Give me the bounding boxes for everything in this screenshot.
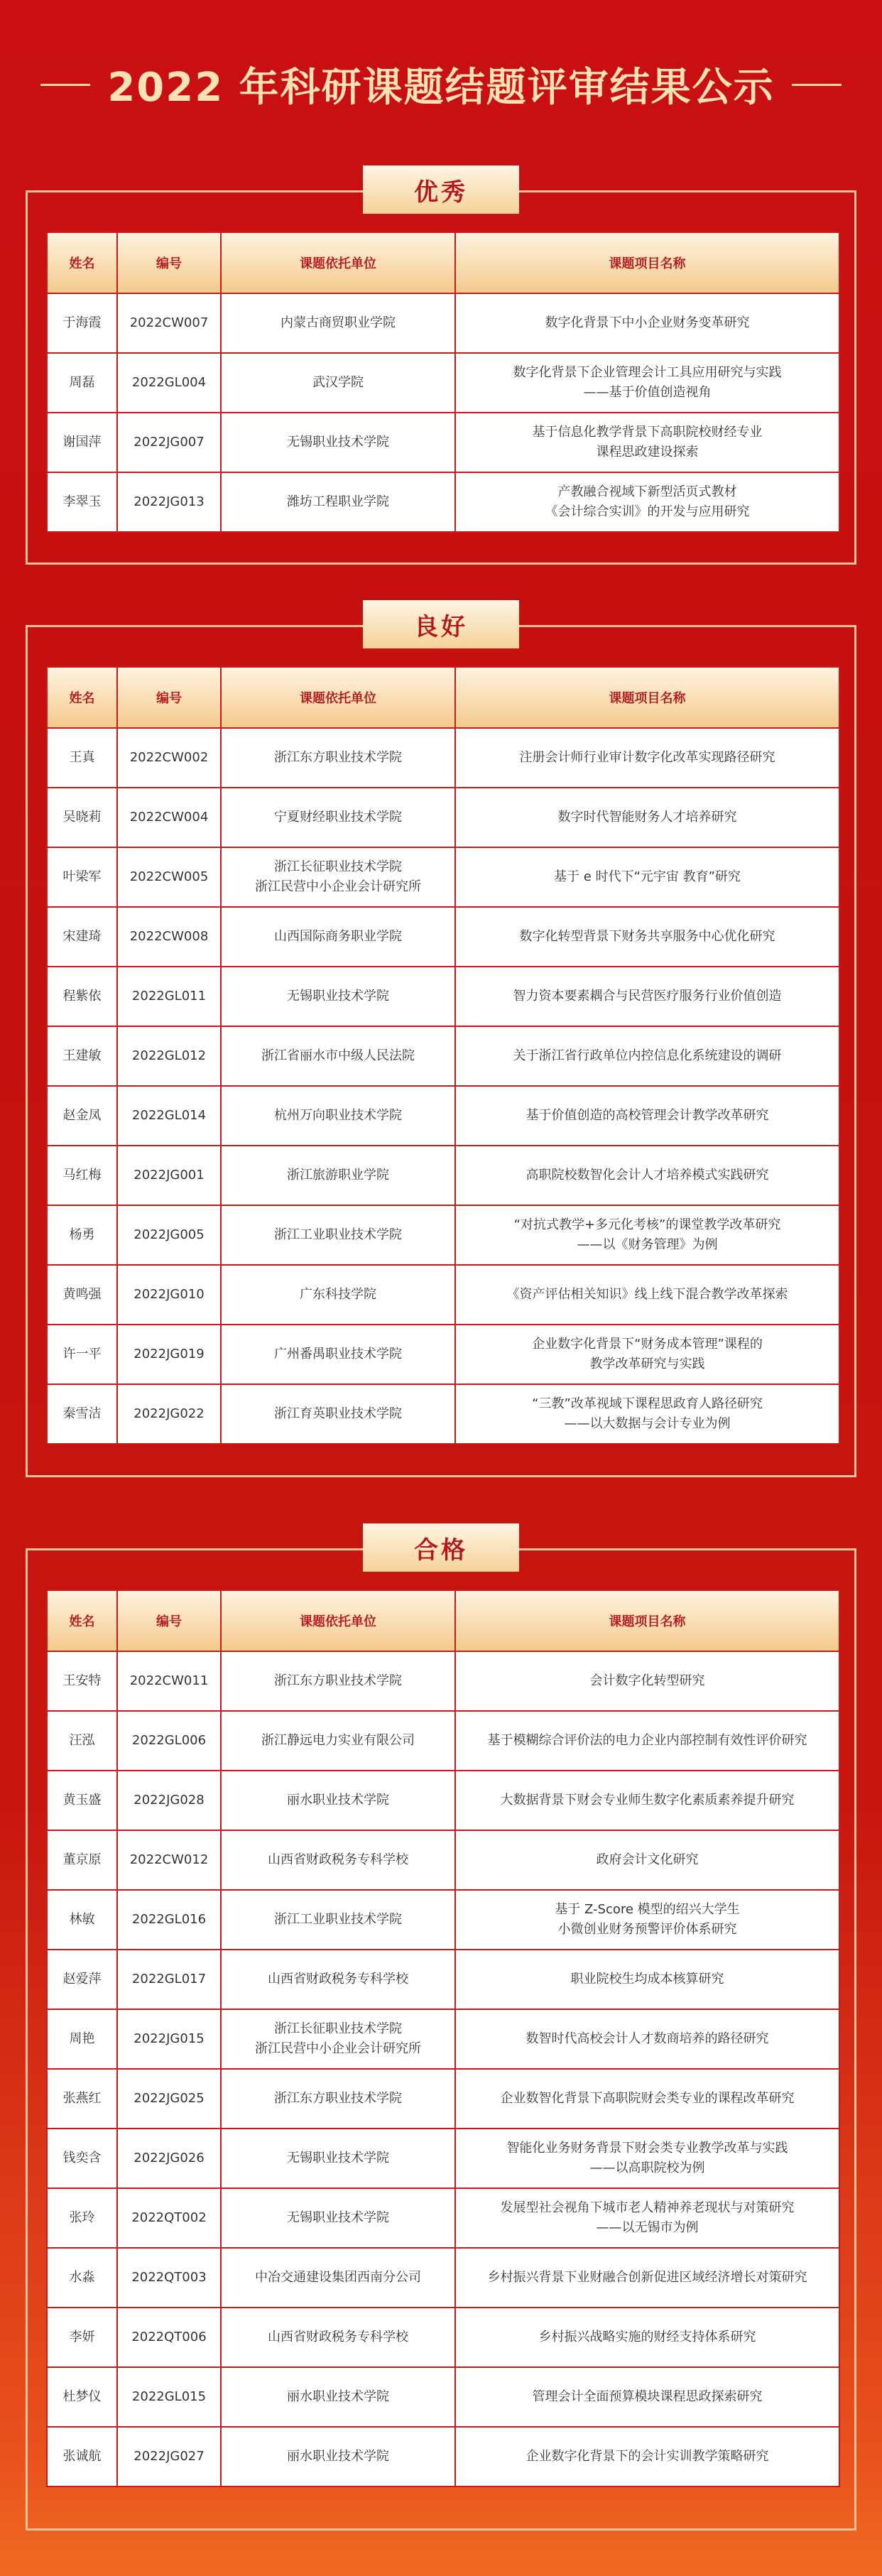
cell-project: 注册会计师行业审计数字化改革实现路径研究 <box>455 728 839 788</box>
cell-unit: 武汉学院 <box>221 353 455 413</box>
section-good <box>26 612 856 1477</box>
cell-code: 2022GL011 <box>117 967 221 1026</box>
cell-name: 于海霞 <box>47 293 117 353</box>
table-row <box>47 728 839 788</box>
cell-project: 《资产评估相关知识》线上线下混合教学改革探索 <box>455 1265 839 1325</box>
cell-name: 王安特 <box>47 1651 117 1711</box>
cell-name: 许一平 <box>47 1325 117 1384</box>
cell-unit: 浙江省丽水市中级人民法院 <box>221 1026 455 1086</box>
cell-name: 林敏 <box>47 1890 117 1950</box>
table-row <box>47 1771 839 1830</box>
cell-project: 企业数智化背景下高职院财会类专业的课程改革研究 <box>455 2069 839 2129</box>
table-row <box>47 1146 839 1205</box>
cell-project: 基于 Z-Score 模型的绍兴大学生 小微创业财务预警评价体系研究 <box>455 1890 839 1950</box>
header-unit: 课题依托单位 <box>221 1590 455 1651</box>
cell-unit: 杭州万向职业技术学院 <box>221 1086 455 1146</box>
cell-name: 谢国萍 <box>47 413 117 472</box>
table-row <box>47 293 839 353</box>
cell-unit: 潍坊工程职业学院 <box>221 472 455 532</box>
cell-project: 基于模糊综合评价法的电力企业内部控制有效性评价研究 <box>455 1711 839 1771</box>
cell-unit: 浙江东方职业技术学院 <box>221 728 455 788</box>
cell-unit: 山西省财政税务专科学校 <box>221 1830 455 1890</box>
table-row <box>47 1890 839 1950</box>
results-table <box>46 666 840 1445</box>
header-project: 课题项目名称 <box>455 667 839 728</box>
cell-code: 2022GL006 <box>117 1711 221 1771</box>
cell-project: 智力资本要素耦合与民营医疗服务行业价值创造 <box>455 967 839 1026</box>
header-project: 课题项目名称 <box>455 1590 839 1651</box>
cell-unit: 山西省财政税务专科学校 <box>221 2308 455 2367</box>
cell-name: 董京原 <box>47 1830 117 1890</box>
page-title: 2022 年科研课题结题评审结果公示 <box>107 65 775 111</box>
table-row <box>47 1325 839 1384</box>
cell-code: 2022GL016 <box>117 1890 221 1950</box>
cell-unit: 浙江东方职业技术学院 <box>221 1651 455 1711</box>
table-row <box>47 2009 839 2069</box>
cell-name: 周磊 <box>47 353 117 413</box>
cell-code: 2022JG027 <box>117 2427 221 2487</box>
cell-project: 数字时代智能财务人才培养研究 <box>455 788 839 847</box>
cell-unit: 内蒙古商贸职业学院 <box>221 293 455 353</box>
cell-project: 智能化业务财务背景下财会类专业教学改革与实践 ——以高职院校为例 <box>455 2129 839 2188</box>
header-unit: 课题依托单位 <box>221 232 455 293</box>
cell-name: 张玲 <box>47 2188 117 2248</box>
cell-name: 赵爱萍 <box>47 1950 117 2009</box>
cell-code: 2022CW005 <box>117 847 221 907</box>
section-pass <box>26 1536 856 2531</box>
cell-code: 2022GL012 <box>117 1026 221 1086</box>
cell-unit: 中冶交通建设集团西南分公司 <box>221 2248 455 2308</box>
cell-name: 李妍 <box>47 2308 117 2367</box>
table-row <box>47 413 839 472</box>
cell-name: 黄玉盛 <box>47 1771 117 1830</box>
cell-project: 乡村振兴战略实施的财经支持体系研究 <box>455 2308 839 2367</box>
cell-name: 杜梦仪 <box>47 2367 117 2427</box>
cell-name: 程紫依 <box>47 967 117 1026</box>
cell-unit: 山西国际商务职业学院 <box>221 907 455 967</box>
header-name: 姓名 <box>47 667 117 728</box>
cell-project: 会计数字化转型研究 <box>455 1651 839 1711</box>
cell-name: 秦雪洁 <box>47 1384 117 1444</box>
section-label: 良好 <box>363 600 519 648</box>
cell-name: 张诚航 <box>47 2427 117 2487</box>
cell-code: 2022JG001 <box>117 1146 221 1205</box>
cell-unit: 宁夏财经职业技术学院 <box>221 788 455 847</box>
cell-code: 2022GL014 <box>117 1086 221 1146</box>
cell-code: 2022JG015 <box>117 2009 221 2069</box>
table-row <box>47 967 839 1026</box>
cell-project: 企业数字化背景下“财务成本管理”课程的 教学改革研究与实践 <box>455 1325 839 1384</box>
cell-project: “对抗式教学+多元化考核”的课堂教学改革研究 ——以《财务管理》为例 <box>455 1205 839 1265</box>
cell-code: 2022GL004 <box>117 353 221 413</box>
cell-name: 钱奕含 <box>47 2129 117 2188</box>
cell-name: 叶梁军 <box>47 847 117 907</box>
table-row <box>47 1205 839 1265</box>
table-row <box>47 2069 839 2129</box>
table-row <box>47 847 839 907</box>
cell-project: 关于浙江省行政单位内控信息化系统建设的调研 <box>455 1026 839 1086</box>
cell-unit: 丽水职业技术学院 <box>221 1771 455 1830</box>
table-row <box>47 1651 839 1711</box>
cell-unit: 广州番禺职业技术学院 <box>221 1325 455 1384</box>
cell-name: 杨勇 <box>47 1205 117 1265</box>
cell-name: 水淼 <box>47 2248 117 2308</box>
header-project: 课题项目名称 <box>455 232 839 293</box>
title-right-line <box>792 84 842 86</box>
title-left-line <box>40 84 90 86</box>
cell-unit: 浙江旅游职业学院 <box>221 1146 455 1205</box>
table-row <box>47 1384 839 1444</box>
cell-project: 高职院校数智化会计人才培养模式实践研究 <box>455 1146 839 1205</box>
results-table <box>46 1589 840 2487</box>
results-table <box>46 232 840 533</box>
table-row <box>47 2129 839 2188</box>
cell-project: 数字化背景下中小企业财务变革研究 <box>455 293 839 353</box>
table-row <box>47 353 839 413</box>
cell-code: 2022QT006 <box>117 2308 221 2367</box>
table-row <box>47 907 839 967</box>
table-row <box>47 2427 839 2487</box>
header-unit: 课题依托单位 <box>221 667 455 728</box>
cell-name: 汪泓 <box>47 1711 117 1771</box>
cell-code: 2022CW008 <box>117 907 221 967</box>
table-row <box>47 1950 839 2009</box>
cell-project: 乡村振兴背景下业财融合创新促进区域经济增长对策研究 <box>455 2248 839 2308</box>
cell-code: 2022JG005 <box>117 1205 221 1265</box>
cell-name: 张燕红 <box>47 2069 117 2129</box>
header-code: 编号 <box>117 1590 221 1651</box>
cell-unit: 浙江工业职业技术学院 <box>221 1205 455 1265</box>
cell-unit: 浙江长征职业技术学院 浙江民营中小企业会计研究所 <box>221 2009 455 2069</box>
cell-name: 王真 <box>47 728 117 788</box>
cell-unit: 无锡职业技术学院 <box>221 2188 455 2248</box>
cell-code: 2022JG022 <box>117 1384 221 1444</box>
cell-unit: 广东科技学院 <box>221 1265 455 1325</box>
cell-code: 2022CW004 <box>117 788 221 847</box>
table-row <box>47 1830 839 1890</box>
cell-code: 2022QT002 <box>117 2188 221 2248</box>
cell-project: 数字化转型背景下财务共享服务中心优化研究 <box>455 907 839 967</box>
cell-code: 2022JG019 <box>117 1325 221 1384</box>
cell-name: 马红梅 <box>47 1146 117 1205</box>
table-row <box>47 2308 839 2367</box>
section-excellent <box>26 178 856 565</box>
cell-code: 2022JG028 <box>117 1771 221 1830</box>
header-name: 姓名 <box>47 1590 117 1651</box>
cell-project: 基于价值创造的高校管理会计教学改革研究 <box>455 1086 839 1146</box>
cell-unit: 山西省财政税务专科学校 <box>221 1950 455 2009</box>
table-row <box>47 2188 839 2248</box>
cell-name: 李翠玉 <box>47 472 117 532</box>
cell-project: “三教”改革视域下课程思政育人路径研究 ——以大数据与会计专业为例 <box>455 1384 839 1444</box>
cell-code: 2022JG007 <box>117 413 221 472</box>
header-name: 姓名 <box>47 232 117 293</box>
cell-code: 2022JG026 <box>117 2129 221 2188</box>
cell-project: 基于信息化教学背景下高职院校财经专业 课程思政建设探索 <box>455 413 839 472</box>
title-row <box>0 53 882 116</box>
header-code: 编号 <box>117 667 221 728</box>
cell-project: 产教融合视域下新型活页式教材 《会计综合实训》的开发与应用研究 <box>455 472 839 532</box>
section-label: 优秀 <box>363 165 519 214</box>
cell-code: 2022CW012 <box>117 1830 221 1890</box>
table-row <box>47 2248 839 2308</box>
cell-name: 宋建琦 <box>47 907 117 967</box>
table-row <box>47 1086 839 1146</box>
cell-name: 吴晓莉 <box>47 788 117 847</box>
cell-code: 2022JG013 <box>117 472 221 532</box>
cell-unit: 浙江静远电力实业有限公司 <box>221 1711 455 1771</box>
cell-unit: 浙江育英职业技术学院 <box>221 1384 455 1444</box>
cell-code: 2022QT003 <box>117 2248 221 2308</box>
cell-unit: 浙江长征职业技术学院 浙江民营中小企业会计研究所 <box>221 847 455 907</box>
table-row <box>47 788 839 847</box>
cell-unit: 无锡职业技术学院 <box>221 413 455 472</box>
cell-name: 赵金凤 <box>47 1086 117 1146</box>
cell-code: 2022JG010 <box>117 1265 221 1325</box>
table-row <box>47 1711 839 1771</box>
cell-unit: 丽水职业技术学院 <box>221 2427 455 2487</box>
cell-project: 政府会计文化研究 <box>455 1830 839 1890</box>
cell-unit: 无锡职业技术学院 <box>221 967 455 1026</box>
cell-code: 2022GL017 <box>117 1950 221 2009</box>
cell-unit: 无锡职业技术学院 <box>221 2129 455 2188</box>
cell-project: 数字化背景下企业管理会计工具应用研究与实践 ——基于价值创造视角 <box>455 353 839 413</box>
cell-code: 2022CW002 <box>117 728 221 788</box>
cell-unit: 浙江工业职业技术学院 <box>221 1890 455 1950</box>
cell-project: 管理会计全面预算模块课程思政探索研究 <box>455 2367 839 2427</box>
cell-name: 王建敏 <box>47 1026 117 1086</box>
table-row <box>47 1026 839 1086</box>
cell-code: 2022JG025 <box>117 2069 221 2129</box>
cell-unit: 丽水职业技术学院 <box>221 2367 455 2427</box>
cell-project: 基于 e 时代下“元宇宙 教育”研究 <box>455 847 839 907</box>
cell-name: 黄鸣强 <box>47 1265 117 1325</box>
cell-unit: 浙江东方职业技术学院 <box>221 2069 455 2129</box>
cell-project: 数智时代高校会计人才数商培养的路径研究 <box>455 2009 839 2069</box>
cell-project: 大数据背景下财会专业师生数字化素质素养提升研究 <box>455 1771 839 1830</box>
header-code: 编号 <box>117 232 221 293</box>
table-row <box>47 1265 839 1325</box>
cell-code: 2022CW007 <box>117 293 221 353</box>
cell-project: 职业院校生均成本核算研究 <box>455 1950 839 2009</box>
table-row <box>47 2367 839 2427</box>
cell-name: 周艳 <box>47 2009 117 2069</box>
cell-project: 企业数字化背景下的会计实训教学策略研究 <box>455 2427 839 2487</box>
table-row <box>47 472 839 532</box>
cell-code: 2022CW011 <box>117 1651 221 1711</box>
cell-code: 2022GL015 <box>117 2367 221 2427</box>
section-label: 合格 <box>363 1523 519 1572</box>
cell-project: 发展型社会视角下城市老人精神养老现状与对策研究 ——以无锡市为例 <box>455 2188 839 2248</box>
